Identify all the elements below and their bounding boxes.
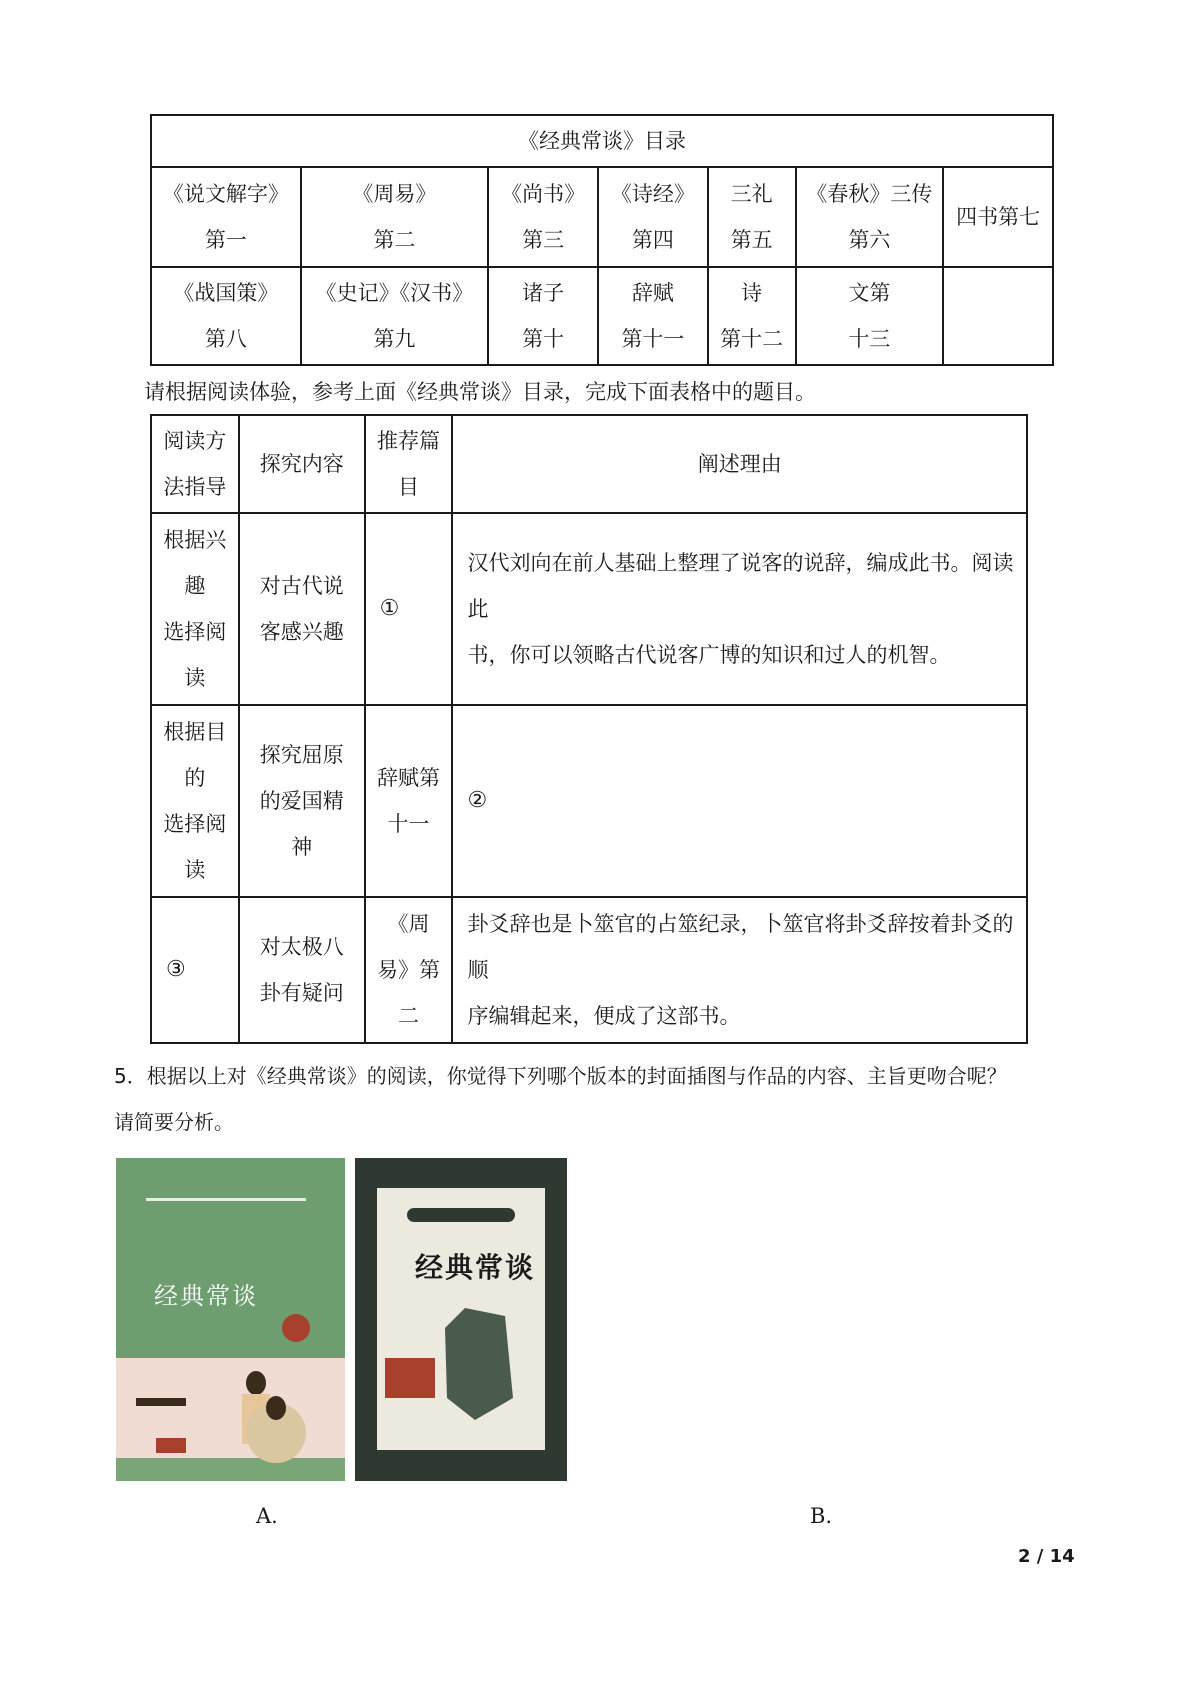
toc-cell: 《春秋》三传 第六 — [796, 167, 944, 267]
header-method: 阅读方 法指导 — [151, 415, 239, 513]
cover-b-title: 经典常谈 — [415, 1251, 536, 1284]
instruction-text: 请根据阅读体验，参考上面《经典常谈》目录，完成下面表格中的题目。 — [144, 380, 816, 404]
toc-cell: 三礼 第五 — [708, 167, 796, 267]
question5-line1: 5．根据以上对《经典常谈》的阅读，你觉得下列哪个版本的封面插图与作品的内容、主旨更吻合呢？ — [114, 1064, 1007, 1088]
toc-cell: 《尚书》 第三 — [488, 167, 598, 267]
page-number: 2 / 14 — [1018, 1546, 1075, 1567]
cover-a-image — [116, 1158, 345, 1481]
row3-recommend: 《周 易》第 二 — [365, 897, 453, 1043]
toc-cell: 《周易》 第二 — [301, 167, 489, 267]
header-content: 探究内容 — [239, 415, 365, 513]
label-b: B. — [810, 1504, 833, 1528]
toc-cell: 诗 第十二 — [708, 267, 796, 365]
row2-recommend: 辞赋第 十一 — [365, 705, 453, 897]
row1-content: 对古代说 客感兴趣 — [239, 513, 365, 705]
toc-cell: 文第 十三 — [796, 267, 944, 365]
row1-answer-blank: ① — [365, 513, 453, 705]
row3-reason: 卦爻辞也是卜筮官的占筮纪录，卜筮官将卦爻辞按着卦爻的顺 序编辑起来，便成了这部书。 — [452, 897, 1027, 1043]
row2-content: 探究屈原 的爱国精 神 — [239, 705, 365, 897]
row3-content: 对太极八 卦有疑问 — [239, 897, 365, 1043]
question5-line2: 请简要分析。 — [114, 1110, 234, 1134]
toc-cell-empty — [943, 267, 1053, 365]
row1-method: 根据兴 趣 选择阅 读 — [151, 513, 239, 705]
header-recommend: 推荐篇 目 — [365, 415, 453, 513]
toc-table — [150, 114, 1054, 366]
label-a: A. — [256, 1504, 278, 1528]
toc-cell: 辞赋 第十一 — [598, 267, 708, 365]
row2-method: 根据目 的 选择阅 读 — [151, 705, 239, 897]
cover-a-title: 经典常谈 — [154, 1282, 258, 1310]
toc-cell: 《说文解字》 第一 — [151, 167, 301, 267]
toc-cell: 《史记》《汉书》 第九 — [301, 267, 489, 365]
cover-b-illustration — [355, 1158, 567, 1481]
row2-answer-blank: ② — [452, 705, 1027, 897]
toc-title: 《经典常谈》目录 — [151, 115, 1053, 167]
cover-b-image — [355, 1158, 567, 1481]
header-reason: 阐述理由 — [452, 415, 1027, 513]
row1-reason: 汉代刘向在前人基础上整理了说客的说辞，编成此书。阅读此 书，你可以领略古代说客广博的知识和过人的机智。 — [452, 513, 1027, 705]
cover-a-illustration — [116, 1158, 345, 1481]
toc-cell: 诸子 第十 — [488, 267, 598, 365]
row3-answer-blank: ③ — [151, 897, 239, 1043]
toc-cell: 《诗经》 第四 — [598, 167, 708, 267]
toc-cell: 四书第七 — [943, 167, 1053, 267]
reading-table — [150, 414, 1028, 1044]
toc-cell: 《战国策》 第八 — [151, 267, 301, 365]
